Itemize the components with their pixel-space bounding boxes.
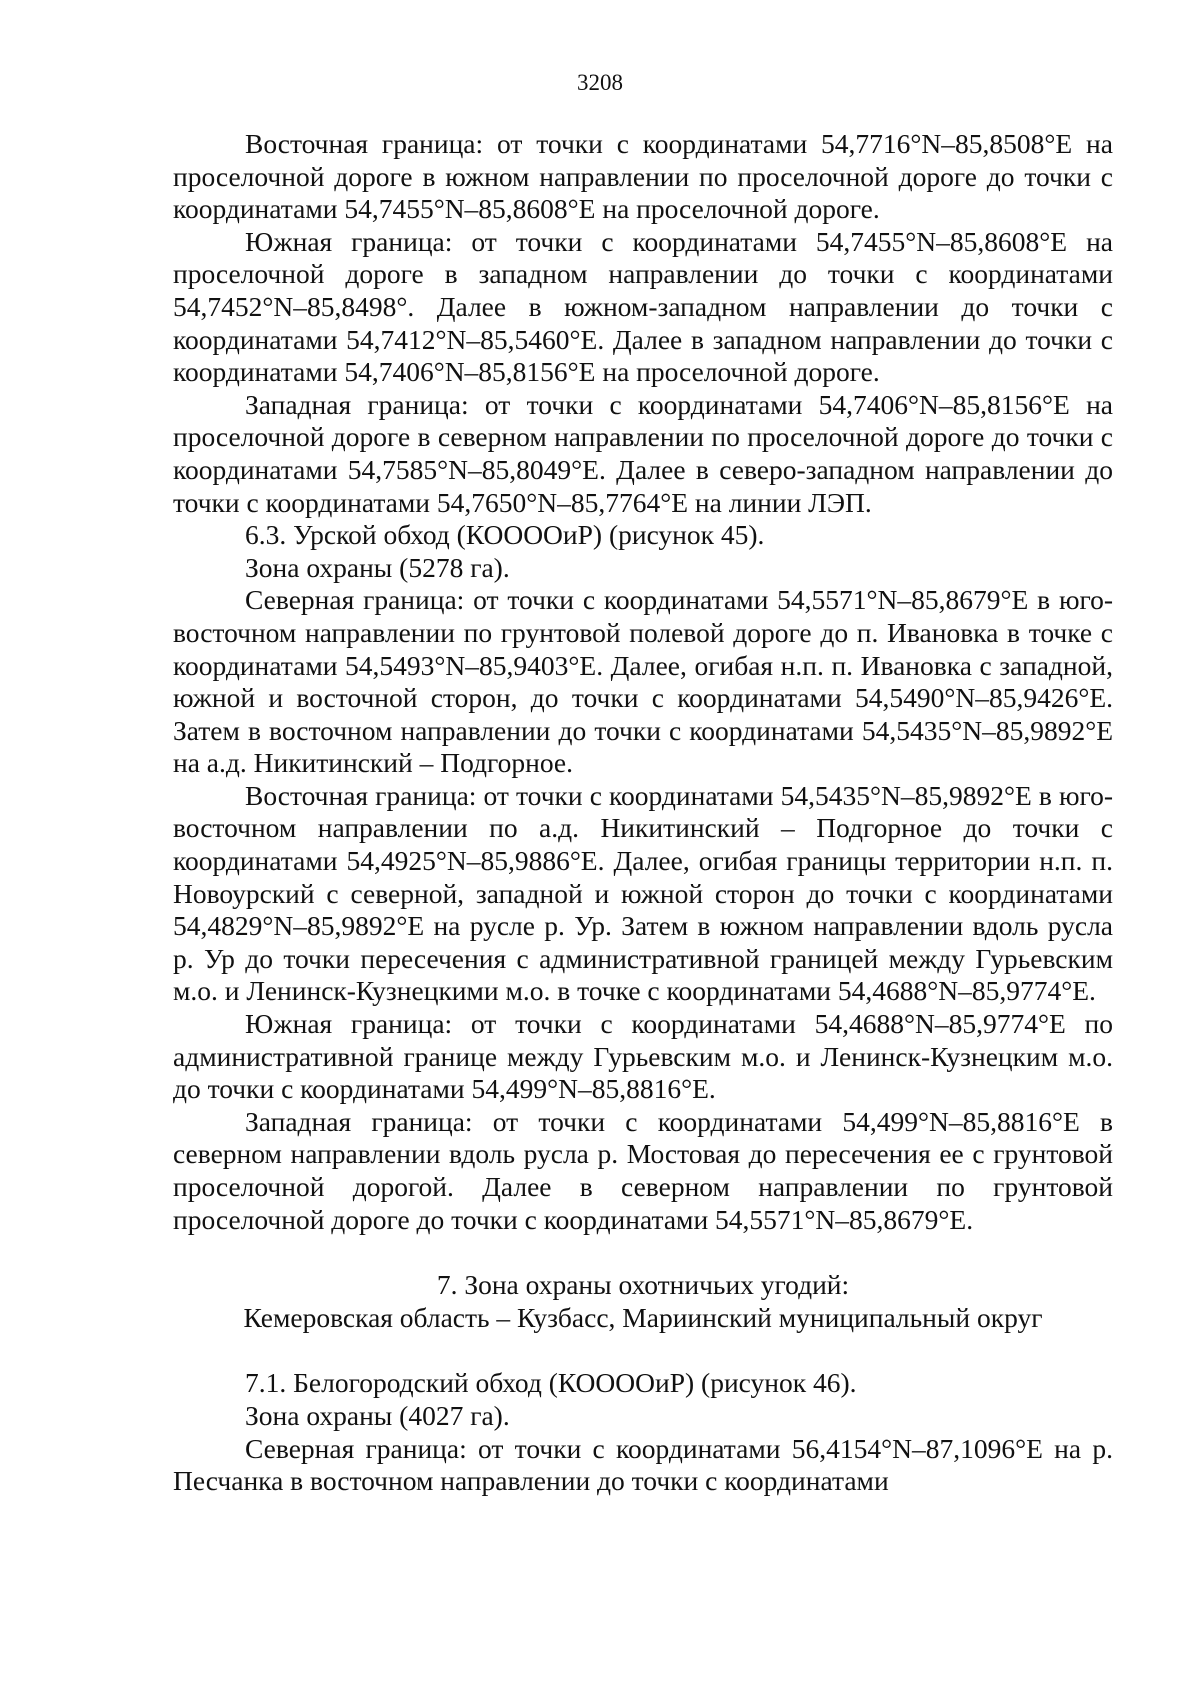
paragraph-north-boundary-6-3: Северная граница: от точки с координатами 54,5571°N–85,8679°E в юго-восточном направлении по грунтовой полевой дороге до п. Ивановка в точке с координатами 54,5493°N–85,9403°E. Далее, огибая н.п. п. Ивановка с западной, южной и восточной сторон, до точки с координатами 54,5490°N–85,9426°E. Затем в восточном направлении до точки с координатами 54,5435°N–85,9892°E на а.д. Никитинский – Подгорное. <box>173 584 1113 779</box>
paragraph-south-boundary-6-3: Южная граница: от точки с координатами 54,4688°N–85,9774°E по административной границе между Гурьевским м.о. и Ленинск-Кузнецким м.о. до точки с координатами 54,499°N–85,8816°E. <box>173 1008 1113 1105</box>
paragraph-south-boundary-6-2: Южная граница: от точки с координатами 54,7455°N–85,8608°E на проселочной дороге в западном направлении до точки с координатами 54,7452°N–85,8498°. Далее в южном-западном направлении до точки с координатами 54,7412°N–85,5460°E. Далее в западном направлении до точки с координатами 54,7406°N–85,8156°E на проселочной дороге. <box>173 225 1113 388</box>
subsection-title-7-1: 7.1. Белогородский обход (КООООиР) (рисунок 46). <box>245 1367 857 1399</box>
paragraph-north-boundary-7-1: Северная граница: от точки с координатами 56,4154°N–87,1096°E на р. Песчанка в восточном направлении до точки с координатами <box>173 1432 1113 1497</box>
section-heading-line-2: Кемеровская область – Кузбасс, Мариинский муниципальный округ <box>243 1301 1043 1333</box>
paragraph-east-boundary-6-2: Восточная граница: от точки с координатами 54,7716°N–85,8508°E на проселочной дороге в южном направлении по проселочной дороге до точки с координатами 54,7455°N–85,8608°E на проселочной дороге. <box>173 128 1113 225</box>
subsection-title-6-3: 6.3. Урской обход (КООООиР) (рисунок 45). <box>245 519 765 551</box>
paragraph-west-boundary-6-3: Западная граница: от точки с координатами 54,499°N–85,8816°E в северном направлении вдоль русла р. Мостовая до пересечения ее с грунтовой проселочной дорогой. Далее в северном направлении по грунтовой проселочной дороге до точки с координатами 54,5571°N–85,8679°E. <box>173 1105 1113 1235</box>
page-number: 3208 <box>577 70 623 95</box>
protection-zone-area-7-1: Зона охраны (4027 га). <box>245 1399 510 1431</box>
paragraph-west-boundary-6-2: Западная граница: от точки с координатами 54,7406°N–85,8156°E на проселочной дороге в северном направлении по проселочной дороге до точки с координатами 54,7585°N–85,8049°E. Далее в северо-западном направлении до точки с координатами 54,7650°N–85,7764°E на линии ЛЭП. <box>173 388 1113 518</box>
section-heading-line-1: 7. Зона охраны охотничьих угодий: <box>436 1269 850 1301</box>
paragraph-east-boundary-6-3: Восточная граница: от точки с координатами 54,5435°N–85,9892°E в юго-восточном направлении по а.д. Никитинский – Подгорное до точки с координатами 54,4925°N–85,9886°E. Далее, огибая границы территории н.п. п. Новоурский с северной, западной и южной сторон до точки с координатами 54,4829°N–85,9892°E на русле р. Ур. Затем в южном направлении вдоль русла р. Ур до точки пересечения с административной границей между Гурьевским м.о. и Ленинск-Кузнецкими м.о. в точке с координатами 54,4688°N–85,9774°E. <box>173 779 1113 1007</box>
document-body <box>173 128 1113 1498</box>
protection-zone-area-6-3: Зона охраны (5278 га). <box>245 551 510 583</box>
